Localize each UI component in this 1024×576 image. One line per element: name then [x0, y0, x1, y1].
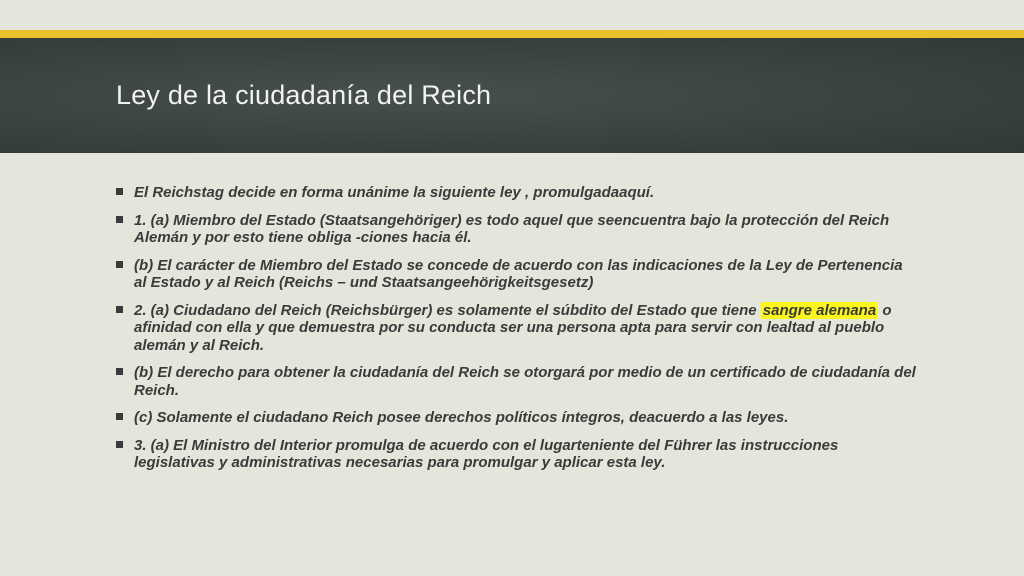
- square-bullet-icon: [116, 413, 123, 420]
- bullet-list: [116, 184, 916, 472]
- bullet-text: (b) El carácter de Miembro del Estado se concede de acuerdo con las indicaciones de la Ley de Pertenencia al Estado y al Reich (Reichs – und Staatsangeehörigkeitsgesetz): [134, 256, 903, 291]
- bullet-item: [116, 257, 916, 292]
- square-bullet-icon: [116, 306, 123, 313]
- bullet-text-after: o afinidad con ella y que demuestra por su conducta ser una persona apta para servir con lealtad al pueblo alemán y al Reich.: [134, 301, 892, 354]
- bullet-item: [116, 212, 916, 247]
- bullet-text: (b) El derecho para obtener la ciudadanía del Reich se otorgará por medio de un certificado de ciudadanía del Reich.: [134, 364, 916, 399]
- top-margin: [0, 0, 1024, 30]
- bullet-item: [116, 437, 916, 472]
- square-bullet-icon: [116, 216, 123, 223]
- bullet-item: [116, 409, 916, 427]
- bullet-item: [116, 184, 916, 202]
- highlighted-text: sangre alemana: [762, 301, 877, 319]
- square-bullet-icon: [116, 368, 123, 375]
- square-bullet-icon: [116, 261, 123, 268]
- bullet-text: El Reichstag decide en forma unánime la siguiente ley , promulgadaaquí.: [134, 184, 655, 201]
- bullet-item: [116, 364, 916, 399]
- square-bullet-icon: [116, 188, 123, 195]
- slide-body: [116, 184, 916, 482]
- accent-stripe: [0, 30, 1024, 38]
- slide-title: Ley de la ciudadanía del Reich: [116, 80, 492, 110]
- bullet-text-before: 2. (a) Ciudadano del Reich (Reichsbürger) es solamente el súbdito del Estado que tiene: [134, 301, 761, 319]
- square-bullet-icon: [116, 441, 123, 448]
- bullet-item: [116, 302, 916, 355]
- bullet-text: 1. (a) Miembro del Estado (Staatsangehöriger) es todo aquel que seencuentra bajo la protección del Reich Alemán y por esto tiene obliga -ciones hacia él.: [134, 211, 890, 246]
- bullet-text: 3. (a) El Ministro del Interior promulga de acuerdo con el lugarteniente del Führer las instrucciones legislativas y administrativas necesarias para promulgar y aplicar esta ley.: [134, 436, 839, 471]
- bullet-text: (c) Solamente el ciudadano Reich posee derechos políticos íntegros, deacuerdo a las leyes.: [134, 409, 789, 426]
